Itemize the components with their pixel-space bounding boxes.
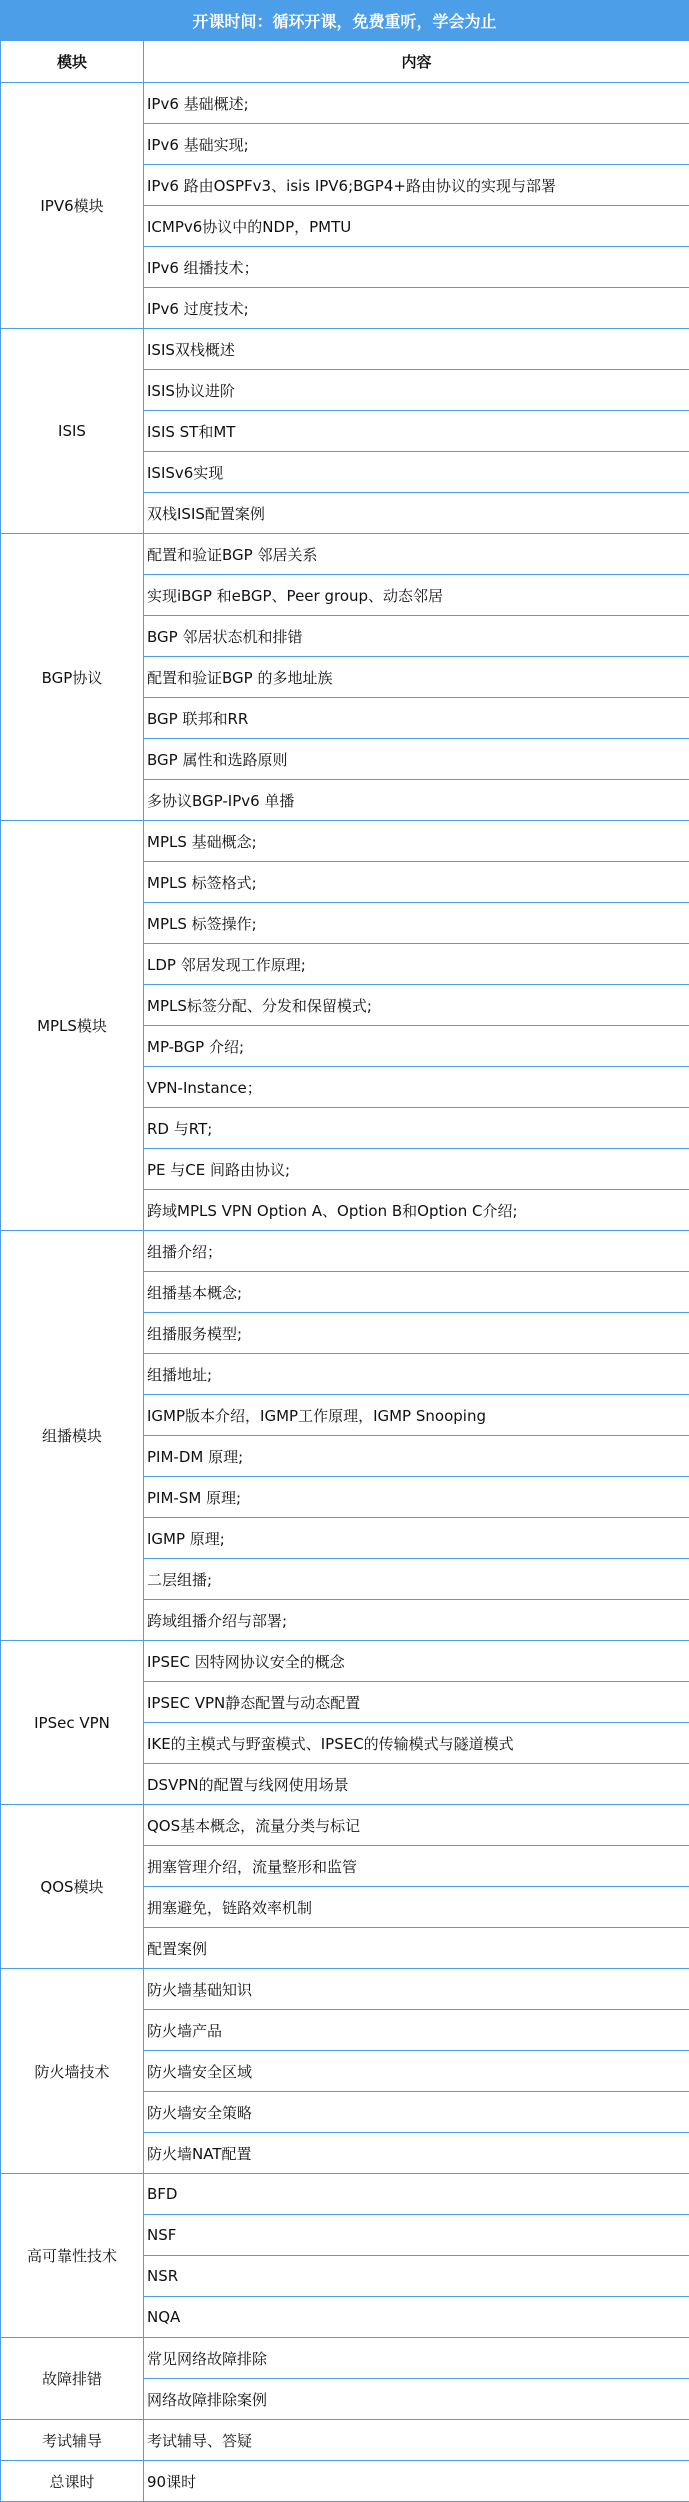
- content-item-cell: IPv6 基础概述;: [144, 83, 689, 124]
- content-item-cell: 防火墙产品: [144, 2010, 689, 2051]
- content-item-cell: 双栈ISIS配置案例: [144, 493, 689, 534]
- table-header-row: [1, 41, 689, 83]
- content-item-cell: 组播介绍；: [144, 1231, 689, 1272]
- schedule-banner: [0, 0, 689, 40]
- content-item-cell: 90课时: [144, 2461, 689, 2502]
- module-name-cell: BGP协议: [1, 534, 144, 821]
- table-row: [1, 2420, 689, 2461]
- content-item-cell: MPLS 基础概念;: [144, 821, 689, 862]
- content-item-cell: RD 与RT;: [144, 1108, 689, 1149]
- content-item-cell: 防火墙安全区域: [144, 2051, 689, 2092]
- module-name-cell: QOS模块: [1, 1805, 144, 1969]
- table-row: [1, 2174, 689, 2215]
- table-row: [1, 329, 689, 370]
- content-item-cell: 防火墙安全策略: [144, 2092, 689, 2133]
- content-item-cell: PIM-DM 原理;: [144, 1436, 689, 1477]
- module-name-cell: 组播模块: [1, 1231, 144, 1641]
- content-item-cell: MPLS 标签操作;: [144, 903, 689, 944]
- content-item-cell: PE 与CE 间路由协议;: [144, 1149, 689, 1190]
- table-row: [1, 534, 689, 575]
- course-table-body: [1, 83, 689, 2502]
- content-item-cell: IPSEC 因特网协议安全的概念: [144, 1641, 689, 1682]
- content-item-cell: 组播服务模型;: [144, 1313, 689, 1354]
- content-item-cell: IPv6 基础实现;: [144, 124, 689, 165]
- course-table: [0, 40, 689, 2502]
- table-row: [1, 83, 689, 124]
- content-item-cell: 二层组播;: [144, 1559, 689, 1600]
- content-item-cell: IKE的主模式与野蛮模式、IPSEC的传输模式与隧道模式: [144, 1723, 689, 1764]
- content-item-cell: BGP 邻居状态机和排错: [144, 616, 689, 657]
- content-item-cell: BFD: [144, 2174, 689, 2215]
- content-item-cell: IGMP 原理;: [144, 1518, 689, 1559]
- content-item-cell: MP-BGP 介绍;: [144, 1026, 689, 1067]
- content-item-cell: 配置案例: [144, 1928, 689, 1969]
- content-item-cell: IPv6 组播技术；: [144, 247, 689, 288]
- content-item-cell: 组播基本概念;: [144, 1272, 689, 1313]
- content-item-cell: 多协议BGP-IPv6 单播: [144, 780, 689, 821]
- module-name-cell: 高可靠性技术: [1, 2174, 144, 2338]
- content-item-cell: 考试辅导、答疑: [144, 2420, 689, 2461]
- content-item-cell: IPv6 过度技术;: [144, 288, 689, 329]
- content-item-cell: IPv6 路由OSPFv3、isis IPV6;BGP4+路由协议的实现与部署: [144, 165, 689, 206]
- content-item-cell: NQA: [144, 2297, 689, 2338]
- table-row: [1, 1805, 689, 1846]
- table-row: [1, 2338, 689, 2379]
- module-name-cell: MPLS模块: [1, 821, 144, 1231]
- content-item-cell: ISIS ST和MT: [144, 411, 689, 452]
- content-item-cell: 跨域组播介绍与部署;: [144, 1600, 689, 1641]
- content-item-cell: ISISv6实现: [144, 452, 689, 493]
- content-item-cell: IPSEC VPN静态配置与动态配置: [144, 1682, 689, 1723]
- content-item-cell: DSVPN的配置与线网使用场景: [144, 1764, 689, 1805]
- content-item-cell: 拥塞避免，链路效率机制: [144, 1887, 689, 1928]
- content-item-cell: MPLS 标签格式;: [144, 862, 689, 903]
- content-item-cell: IGMP版本介绍，IGMP工作原理，IGMP Snooping: [144, 1395, 689, 1436]
- content-item-cell: 实现iBGP 和eBGP、Peer group、动态邻居: [144, 575, 689, 616]
- table-row: [1, 2461, 689, 2502]
- content-item-cell: 配置和验证BGP 邻居关系: [144, 534, 689, 575]
- content-item-cell: BGP 联邦和RR: [144, 698, 689, 739]
- content-item-cell: 网络故障排除案例: [144, 2379, 689, 2420]
- content-item-cell: QOS基本概念，流量分类与标记: [144, 1805, 689, 1846]
- content-item-cell: 防火墙基础知识: [144, 1969, 689, 2010]
- module-name-cell: 考试辅导: [1, 2420, 144, 2461]
- content-item-cell: NSF: [144, 2215, 689, 2256]
- module-name-cell: IPSec VPN: [1, 1641, 144, 1805]
- module-name-cell: ISIS: [1, 329, 144, 534]
- content-item-cell: ICMPv6协议中的NDP，PMTU: [144, 206, 689, 247]
- table-row: [1, 1969, 689, 2010]
- content-item-cell: VPN-Instance；: [144, 1067, 689, 1108]
- content-item-cell: 组播地址;: [144, 1354, 689, 1395]
- content-item-cell: LDP 邻居发现工作原理;: [144, 944, 689, 985]
- content-item-cell: 防火墙NAT配置: [144, 2133, 689, 2174]
- module-name-cell: 故障排错: [1, 2338, 144, 2420]
- content-item-cell: 跨域MPLS VPN Option A、Option B和Option C介绍;: [144, 1190, 689, 1231]
- table-row: [1, 821, 689, 862]
- content-item-cell: 拥塞管理介绍，流量整形和监管: [144, 1846, 689, 1887]
- content-item-cell: NSR: [144, 2256, 689, 2297]
- content-item-cell: BGP 属性和选路原则: [144, 739, 689, 780]
- content-item-cell: PIM-SM 原理;: [144, 1477, 689, 1518]
- table-row: [1, 1641, 689, 1682]
- module-name-cell: 防火墙技术: [1, 1969, 144, 2174]
- content-item-cell: 常见网络故障排除: [144, 2338, 689, 2379]
- module-name-cell: IPV6模块: [1, 83, 144, 329]
- table-row: [1, 1231, 689, 1272]
- column-header-content: 内容: [144, 41, 689, 83]
- schedule-title: 开课时间：循环开课，免费重听，学会为止: [192, 11, 497, 31]
- content-item-cell: ISIS双栈概述: [144, 329, 689, 370]
- content-item-cell: 配置和验证BGP 的多地址族: [144, 657, 689, 698]
- column-header-module: 模块: [1, 41, 144, 83]
- content-item-cell: ISIS协议进阶: [144, 370, 689, 411]
- content-item-cell: MPLS标签分配、分发和保留模式;: [144, 985, 689, 1026]
- module-name-cell: 总课时: [1, 2461, 144, 2502]
